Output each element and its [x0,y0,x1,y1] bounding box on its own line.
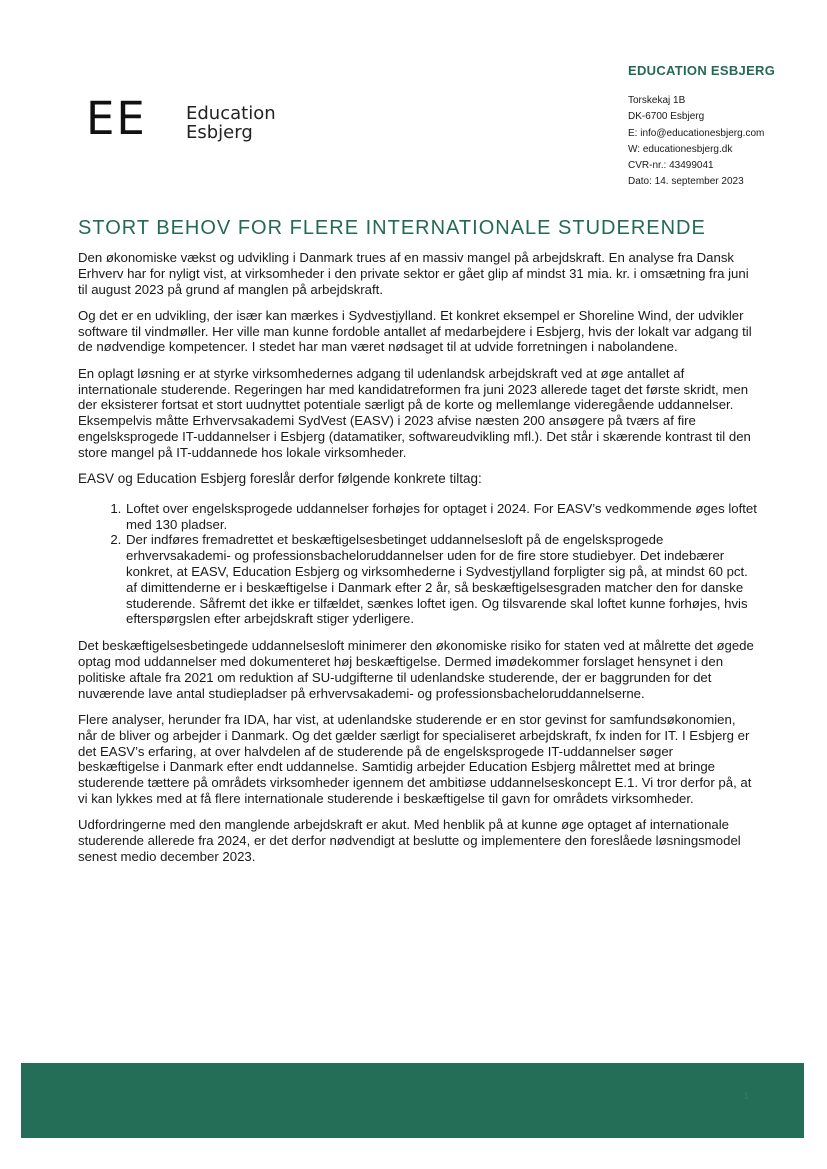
contact-postal: DK-6700 Esbjerg [628,111,705,123]
paragraph: Flere analyser, herunder fra IDA, har vist, at udenlandske studerende er en stor gevinst for samfundsøkonomien, når de bliver og arbejder i Danmark. Og det gælder særligt for specialiseret arbejdskraft, fx inden for IT. I Esbjerg er det EASV’s erfaring, at over halvdelen af de studerende på de engelsksprogede IT-uddannelser søger beskæftigelse i Danmark efter endt uddannelse. Samtidig arbejder Education Esbjerg målrettet med at bringe studerende tættere på områdets virksomheder igennem det ambitiøse uddannelseskoncept E.1. Vi tror derfor på, at vi kan lykkes med at få flere internationale studerende i beskæftigelse til gavn for områdets virksomheder. [78,711,752,806]
document-body [78,250,758,875]
organization-name: EDUCATION ESBJERG [628,63,776,78]
page-number: 1 [743,1091,749,1102]
paragraph: Den økonomiske vækst og udvikling i Danmark trues af en massiv mangel på arbejdskraft. En analyse fra Dansk Erhverv har for nyligt vist, at virksomheder i den private sektor er gået glip af mindst 31 mia. kr. i omsætning fra juni til august 2023 på grund af manglen på arbejdskraft. [78,250,749,297]
proposal-lead: EASV og Education Esbjerg foreslår derfor følgende konkrete tiltag: [78,471,482,487]
contact-street: Torskekaj 1B [628,95,686,106]
list-item: 2. Der indføres fremadrettet et beskæftigelsesbetinget uddannelsesloft på de engelsksprogede erhvervsakademi- og professionsbacheloruddannelser uden for de fire store studiebyer. Det indebærer konkret, at EASV, Education Esbjerg og virksomhederne i Sydvestjylland forpligter sig på, at mindst 60 pct. af dimittenderne er i beskæftigelse i Danmark efter 2 år, så beskæftigelsesgraden matcher den for danske studerende. Såfremt det ikke er tilfældet, sænkes loftet igen. Og tilsvarende skal loftet kunne forhøjes, hvis efterspørgslen efter arbejdskraft stiger yderligere. [125,532,758,627]
contact-email[interactable]: E: info@educationesbjerg.com [628,127,765,139]
paragraph: Det beskæftigelsesbetingede uddannelsesloft minimerer den økonomiske risiko for staten ved at målrette det øgede optag mod uddannelser med dokumenteret høj beskæftigelse. Dermed imødekommer forslaget hensynet i den politiske aftale fra 2021 om reduktion af SU-udgifterne til udenlandske studerende, der er baggrunden for det nuværende lave antal studiepladser på erhvervsakademi- og professionsbacheloruddannelserne. [78,638,754,701]
contact-cvr: CVR-nr.: 43499041 [628,160,714,172]
logo-wordmark [186,104,276,142]
logo-line-1: Education [186,103,276,124]
list-item: 1. Loftet over engelsksprogede uddannelser forhøjes for optaget i 2024. For EASV’s vedkommende øges loftet med 130 pladser. [125,501,758,533]
contact-date: Dato: 14. september 2023 [628,176,744,188]
footer-band [21,1063,804,1138]
logo-mark: EE [86,92,147,145]
paragraph: En oplagt løsning er at styrke virksomhedernes adgang til udenlandsk arbejdskraft ved at øge antallet af internationale studerende. Regeringen har med kandidatreformen fra juni 2023 allerede taget det første skridt, men der eksisterer fortsat et stort uudnyttet potentiale særligt på de korte og mellemlange videregående uddannelser. Eksempelvis måtte Erhvervsakademi SydVest (EASV) i 2023 afvise næsten 200 ansøgere på tværs af fire engelsksprogede IT-uddannelser i Esbjerg (datamatiker, softwareudvikling mfl.). Det står i skærende kontrast til den store mangel på IT-uddannede hos lokale virksomheder. [78,365,751,460]
page-title: STORT BEHOV FOR FLERE INTERNATIONALE STUDERENDE [78,217,706,239]
paragraph: Og det er en udvikling, der især kan mærkes i Sydvestjylland. Et konkret eksempel er Shoreline Wind, der udvikler software til vindmøller. Her ville man kunne fordoble antallet af medarbejdere i Esbjerg, hvis der lokalt var adgang til de nødvendige kompetencer. I stedet har man været nødsaget til at udvide forretningen i nabolandene. [78,307,752,355]
logo-line-2: Esbjerg [186,122,253,143]
proposal-list [78,501,758,627]
paragraph: Udfordringerne med den manglende arbejdskraft er akut. Med henblik på at kunne øge optaget af internationale studerende allerede fra 2024, er det derfor nødvendigt at beslutte og implementere den foreslåede løsningsmodel senest medio december 2023. [78,817,741,864]
contact-web[interactable]: W: educationesbjerg.dk [628,143,733,155]
contact-block [628,93,764,191]
